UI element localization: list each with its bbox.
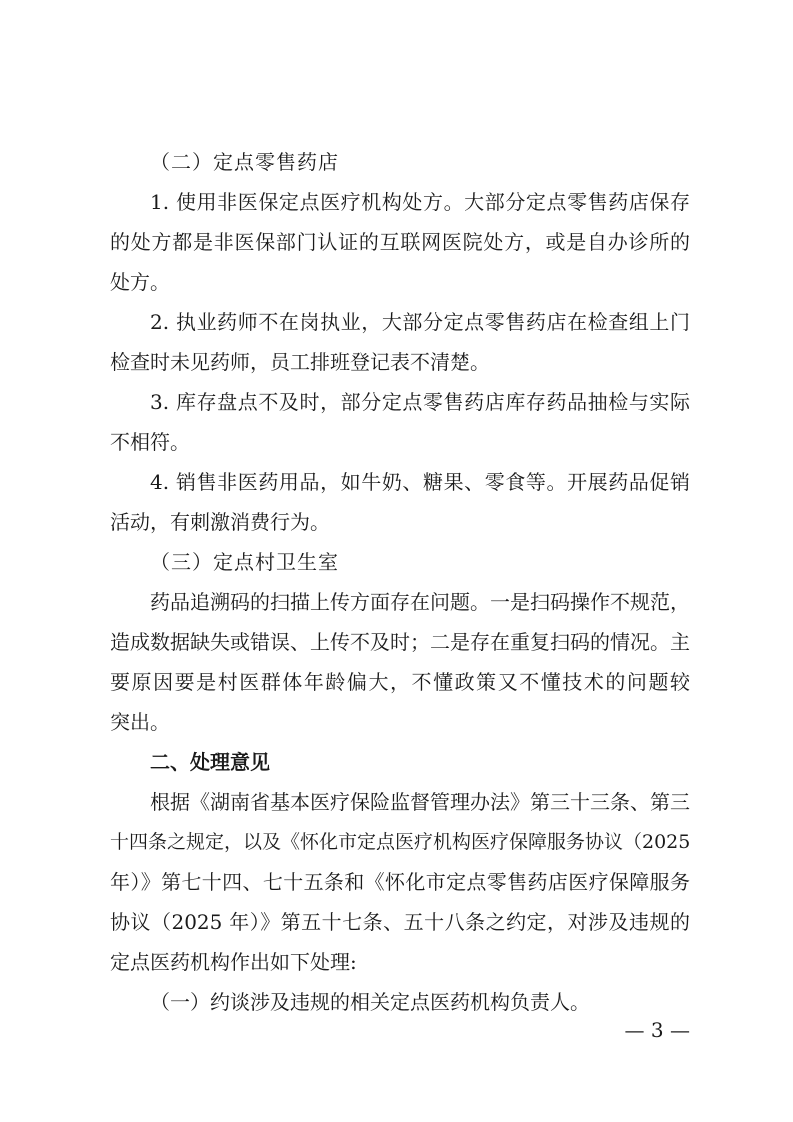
paragraph-line: 1. 使用非医保定点医疗机构处方。大部分定点零售药店保存 — [150, 190, 690, 214]
paragraph-line: 4. 销售非医药用品，如牛奶、糖果、零食等。开展药品促销 — [150, 470, 690, 494]
paragraph-line: 造成数据缺失或错误、上传不及时；二是存在重复扫码的情况。主 — [110, 630, 690, 654]
section-heading-handling-opinions: 二、处理意见 — [150, 750, 270, 774]
paragraph-line: 根据《湖南省基本医疗保险监督管理办法》第三十三条、第三 — [150, 790, 690, 814]
paragraph-line: 2. 执业药师不在岗执业，大部分定点零售药店在检查组上门 — [150, 310, 690, 334]
paragraph-line: 药品追溯码的扫描上传方面存在问题。一是扫码操作不规范， — [150, 590, 690, 614]
paragraph-line: 要原因要是村医群体年龄偏大，不懂政策又不懂技术的问题较 — [110, 670, 690, 694]
paragraph-line: 年）》第七十四、七十五条和《怀化市定点零售药店医疗保障服务 — [110, 870, 690, 894]
section-heading-village-clinic: （三）定点村卫生室 — [150, 550, 339, 574]
paragraph-line: 3. 库存盘点不及时，部分定点零售药店库存药品抽检与实际 — [150, 390, 690, 414]
paragraph-line: （一）约谈涉及违规的相关定点医药机构负责人。 — [150, 990, 590, 1014]
paragraph-line: 定点医药机构作出如下处理: — [110, 950, 357, 974]
paragraph-line: 十四条之规定，以及《怀化市定点医疗机构医疗保障服务协议（2025 — [110, 831, 690, 853]
paragraph-line: 突出。 — [110, 710, 170, 734]
paragraph-line: 协议（2025 年）》第五十七条、五十八条之约定，对涉及违规的 — [110, 910, 690, 934]
paragraph-line: 不相符。 — [110, 430, 190, 454]
paragraph-line: 的处方都是非医保部门认证的互联网医院处方，或是自办诊所的 — [110, 230, 690, 254]
page-number: — 3 — — [624, 1018, 690, 1042]
paragraph-line: 处方。 — [110, 270, 170, 294]
section-heading-retail-pharmacy: （二）定点零售药店 — [150, 150, 339, 174]
paragraph-line: 活动，有刺激消费行为。 — [110, 510, 330, 534]
paragraph-line: 检查时未见药师，员工排班登记表不清楚。 — [110, 350, 490, 374]
